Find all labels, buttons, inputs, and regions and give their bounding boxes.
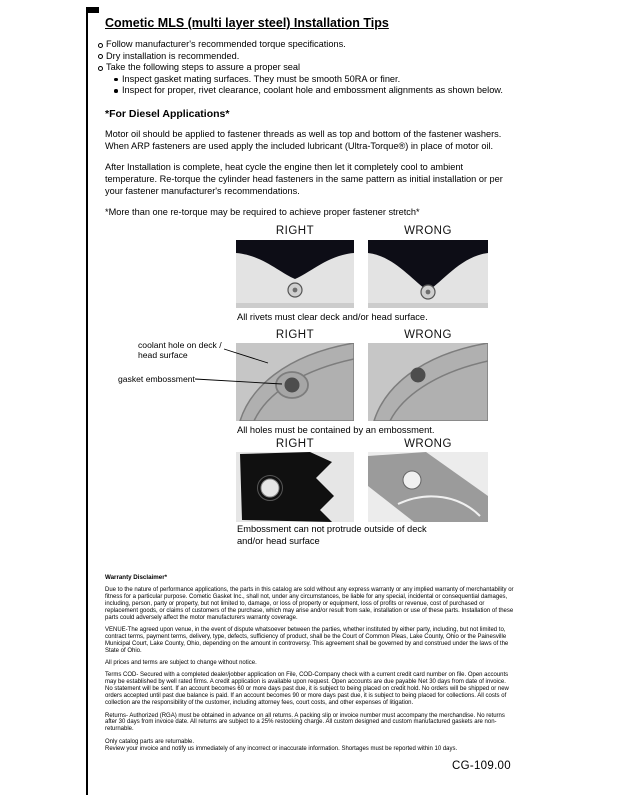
list-item-text: Dry installation is recommended.	[106, 50, 240, 61]
page-border-left	[86, 7, 88, 795]
embossment-protrusion-wrong-figure	[368, 452, 488, 522]
row2-wrong-label: WRONG	[404, 329, 452, 341]
warranty-disclaimer-heading: Warranty Disclaimer*	[105, 574, 168, 581]
legal-paragraph: Only catalog parts are returnable.	[105, 738, 195, 745]
row3-right-label: RIGHT	[275, 438, 315, 450]
embossment-protrusion-right-figure	[236, 452, 354, 522]
list-item-text: Follow manufacturer's recommended torque specifications.	[106, 39, 346, 49]
page-code: CG-109.00	[452, 760, 511, 772]
legal-text-block	[105, 575, 514, 759]
legal-paragraph: Review your invoice and notify us immediately of any incorrect or inaccurate information. Shortages must be reported within 10 days.	[105, 746, 458, 753]
row3-caption: Embossment can not protrude outside of deck and/or head surface	[237, 524, 427, 546]
diesel-heading: *For Diesel Applications*	[105, 107, 230, 120]
list-item	[97, 62, 517, 74]
circle-bullet-icon	[98, 54, 103, 59]
list-item-text: Take the following steps to assure a proper seal	[106, 62, 301, 72]
legal-paragraph: Due to the nature of performance applications, the parts in this catalog are sold without any express warranty or any implied warranty of merchantability or fitness for a particular purpose. Cometic Gasket Inc., shall not, under any circumstances, be liable for any special, incidental or consequential damages, including, person, party or property, but not limited to, damage, or loss of property or equipment, loss of profits or revenue, cost of purchased or replacement goods, or claims of customers of the purchase, which may arise and/or result from sale, installation or use of these parts. Installation of these parts could adversely affect the motor manufacturers warranty coverage.	[105, 586, 514, 621]
list-item-text: Inspect gasket mating surfaces. They must be smooth 50RA or finer.	[122, 73, 401, 84]
row2-right-label: RIGHT	[275, 329, 315, 341]
tips-list	[97, 39, 517, 97]
row1-wrong-label: WRONG	[404, 225, 452, 237]
list-item-text: Inspect for proper, rivet clearance, coolant hole and embossment alignments as shown below.	[122, 85, 503, 95]
embossment-contained-right-figure	[236, 343, 354, 421]
row1-caption: All rivets must clear deck and/or head surface.	[237, 312, 428, 322]
dot-bullet-icon	[114, 78, 118, 82]
sub-list-item	[113, 74, 517, 86]
dot-bullet-icon	[114, 89, 118, 93]
row2-caption: All holes must be contained by an embossment.	[237, 425, 435, 435]
coolant-hole-annotation: coolant hole on deck / head surface	[138, 340, 222, 360]
diesel-paragraph-2: After Installation is complete, heat cycle the engine then let it completely cool to ambient temperature. Re-torque the cylinder head fasteners in the same pattern as initial installation or per your fastener manufacturer's recommendations.	[105, 161, 503, 196]
gasket-embossment-annotation: gasket embossment	[118, 374, 195, 384]
row1-right-label: RIGHT	[275, 225, 315, 237]
legal-paragraph: Terms COD- Secured with a completed dealer/jobber application on File, COD-Company check with a current credit card number on file. Open accounts may be established by well rated firms. A credit application is available upon request. Open accounts are due payable Net 30 days from date of invoice. No statement will be sent. If an account becomes 60 or more days past due, it is subject to being placed on credit hold. No orders will be shipped or new orders accepted until past due balance is paid. If an account becomes 90 or more days past due, it is subject to being placed for collections. All costs of collection are the responsibility of the customer, including attorney fees, court costs, and other expenses of litigation.	[105, 672, 509, 707]
circle-bullet-icon	[98, 66, 103, 71]
legal-paragraph: All prices and terms are subject to change without notice.	[105, 660, 257, 667]
retorque-note: *More than one re-torque may be required to achieve proper fastener stretch*	[105, 206, 420, 217]
row3-wrong-label: WRONG	[404, 438, 452, 450]
diesel-paragraph-1: Motor oil should be applied to fastener threads as well as top and bottom of the fastener washers. When ARP fasteners are used apply the included lubricant (Ultra-Torque®) in place of motor oil.	[105, 128, 502, 151]
rivet-clearance-right-figure	[236, 240, 354, 308]
circle-bullet-icon	[98, 43, 103, 48]
embossment-contained-wrong-figure	[368, 343, 488, 421]
list-item	[97, 51, 517, 63]
page-border-corner	[86, 7, 99, 13]
rivet-clearance-wrong-figure	[368, 240, 488, 308]
page-title: Cometic MLS (multi layer steel) Installation Tips	[105, 16, 389, 30]
legal-paragraph: Returns- Authorized (RGA) must be obtained in advance on all returns. A packing slip or invoice number must accompany the merchandise. No returns after 30 days from invoice date. All returns are subject to a 25% restocking charge. All custom designed and custom manufactured gaskets are non-returnable.	[105, 712, 505, 733]
content-header	[105, 16, 517, 227]
sub-list-item	[113, 85, 517, 97]
list-item	[97, 39, 517, 51]
legal-paragraph: VENUE-The agreed upon venue, in the event of dispute whatsoever between the parties, whether instituted by either party, including, but not limited to, contract terms, payment terms, delivery, type, defects, sufficiency of product, shall be the Court of Common Pleas, Lake County, Ohio or the Painesville Municipal Court, Lake County, Ohio, depending on the amount in controversy. This agreement shall be governed by and construed under the laws of the State of Ohio.	[105, 626, 509, 654]
